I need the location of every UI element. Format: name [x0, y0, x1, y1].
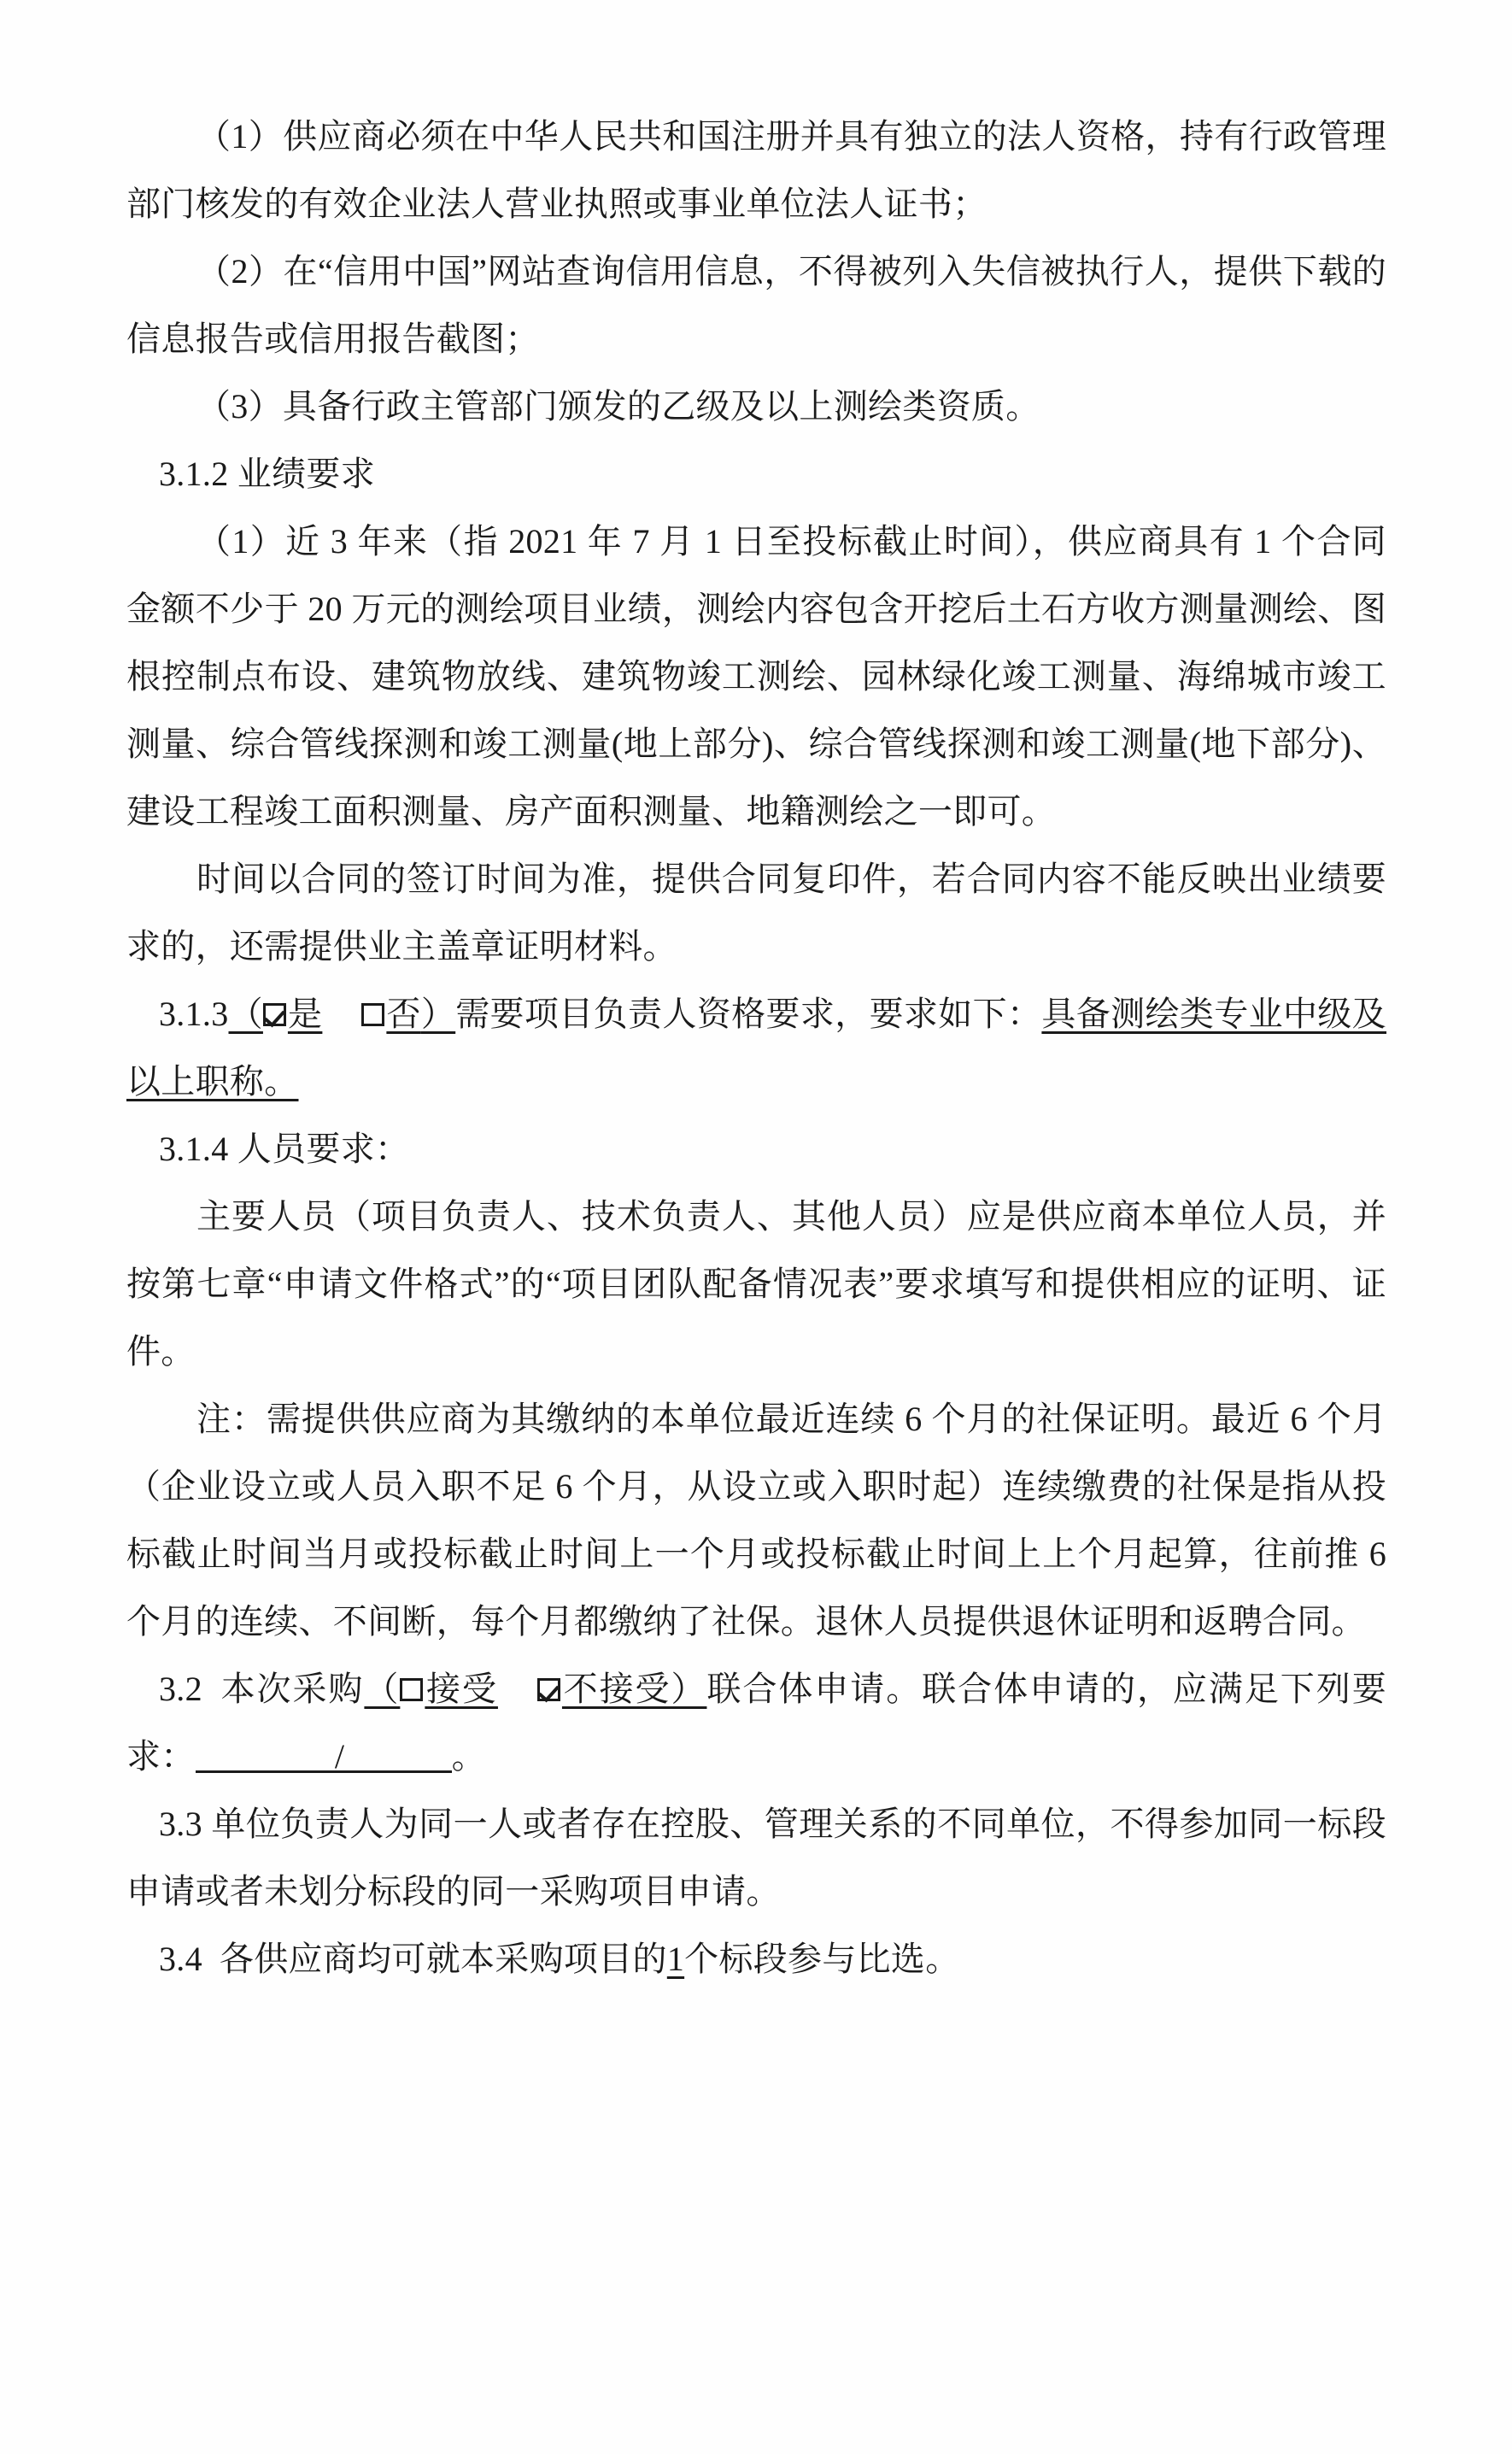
paragraph-staff-note: 注：需提供供应商为其缴纳的本单位最近连续 6 个月的社保证明。最近 6 个月（企业设立或人员入职不足 6 个月，从设立或入职时起）连续缴费的社保是指从投标截止时间当月或投标截止时间上一个月或投标截止时间上上个月起算，往前推 6 个月的连续、不间断，每个月都缴纳了社保。退休人员提供退休证明和返聘合同。 — [126, 1400, 1386, 1641]
clause-3-1-3-text-after: 需要项目负责人资格要求，要求如下： — [455, 995, 1042, 1033]
clause-3-2-close-paren: ） — [671, 1670, 707, 1708]
paragraph-qualification-3: （3）具备行政主管部门颁发的乙级及以上测绘类资质。 — [196, 387, 1040, 426]
clause-3-1-3-option-yes-label: 是 — [287, 995, 323, 1033]
paragraph-qualification-1: （1）供应商必须在中华人民共和国注册并具有独立的法人资格，持有行政管理部门核发的有效企业法人营业执照或事业单位法人证书； — [126, 117, 1386, 223]
paragraph-qualification-2: （2）在“信用中国”网站查询信用信息，不得被列入失信被执行人，提供下载的信息报告或信用报告截图； — [126, 252, 1386, 358]
checkbox-reject-icon[interactable] — [537, 1678, 560, 1701]
clause-3-4-number: 3.4 — [159, 1940, 202, 1978]
clause-3-4 — [126, 1925, 1386, 1993]
clause-3-2-trailing-punct: 。 — [451, 1737, 486, 1776]
clause-3-4-underlined-count: 1 — [666, 1940, 685, 1978]
clause-3-1-3-number: 3.1.3 — [159, 995, 229, 1033]
clause-3-2-option-accept-label: 接受 — [425, 1670, 498, 1708]
checkbox-yes-icon[interactable] — [263, 1003, 286, 1026]
checkbox-accept-icon[interactable] — [400, 1678, 423, 1701]
clause-3-2-open-paren: （ — [364, 1670, 401, 1708]
heading-3-1-4: 3.1.4 人员要求： — [159, 1130, 410, 1168]
clause-3-1-3-choice-group — [229, 995, 456, 1033]
clause-3-2-number: 3.2 — [159, 1670, 202, 1708]
clause-3-2-blank-field[interactable] — [196, 1736, 452, 1776]
clause-3-1-3-open-paren: （ — [228, 995, 263, 1033]
clause-3-1-3 — [126, 980, 1386, 1115]
clause-3-2 — [126, 1655, 1386, 1790]
clause-3-4-text-after: 个标段参与比选。 — [684, 1940, 960, 1978]
document-body — [126, 103, 1386, 1993]
clause-3-2-lead-text: 本次采购 — [219, 1670, 365, 1708]
clause-3-2-blank-value: / — [334, 1737, 345, 1776]
clause-3-1-3-underlined-requirement: 具备测绘类专业中级及以上职称。 — [126, 995, 1386, 1101]
clause-3-1-3-close-paren: ） — [420, 995, 456, 1033]
clause-3-4-text-before: 各供应商均可就本采购项目的 — [219, 1940, 667, 1978]
checkbox-no-icon[interactable] — [361, 1003, 384, 1026]
heading-3-1-2: 3.1.2 业绩要求 — [159, 455, 375, 493]
clause-3-2-choice-group — [364, 1670, 706, 1708]
clause-3-3: 3.3 单位负责人为同一人或者存在控股、管理关系的不同单位，不得参加同一标段申请或者未划分标段的同一采购项目申请。 — [126, 1805, 1386, 1911]
paragraph-performance-2: 时间以合同的签订时间为准，提供合同复印件，若合同内容不能反映出业绩要求的，还需提供业主盖章证明材料。 — [126, 860, 1386, 966]
clause-3-1-3-option-no-label: 否 — [386, 995, 421, 1033]
paragraph-staff-1: 主要人员（项目负责人、技术负责人、其他人员）应是供应商本单位人员，并按第七章“申请文件格式”的“项目团队配备情况表”要求填写和提供相应的证明、证件。 — [126, 1197, 1386, 1371]
paragraph-performance-1: （1）近 3 年来（指 2021 年 7 月 1 日至投标截止时间），供应商具有 1 个合同金额不少于 20 万元的测绘项目业绩，测绘内容包含开挖后土石方收方测量测绘、图根控制点布设、建筑物放线、建筑物竣工测绘、园林绿化竣工测量、海绵城市竣工测量、综合管线探测和竣工测量(地上部分)、综合管线探测和竣工测量(地下部分)、建设工程竣工面积测量、房产面积测量、地籍测绘之一即可。 — [126, 522, 1386, 831]
clause-3-2-text-after: 联合体申请。联合体申请的，应满足下列要求： — [126, 1670, 1386, 1776]
clause-3-2-option-reject-label: 不接受 — [561, 1670, 671, 1708]
